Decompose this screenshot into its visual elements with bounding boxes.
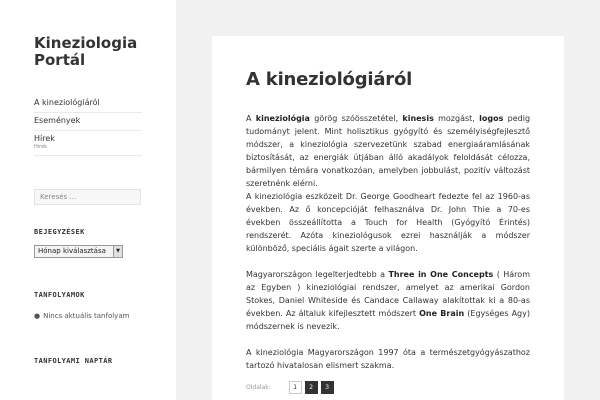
course-list-item bbox=[34, 312, 142, 321]
paragraph-history: A kineziológia eszközeit Dr. George Goodheart fedezte fel az 1960-as években. Az ő koncepcióját felhasználva Dr. John Thie a 70-es években összeállította a Touch for Health (Gyógyító Érintés) rendszerét. Azóta kineziológusok ezrei használják a módszer különböző, speciális ágait szerte a világon. bbox=[246, 192, 530, 253]
pagination-label: Oldalak: bbox=[246, 384, 271, 391]
page-title: A kineziológiáról bbox=[246, 69, 413, 90]
nav-item-hirek[interactable] bbox=[34, 130, 142, 155]
site-title[interactable]: Kineziologia Portál bbox=[34, 34, 138, 69]
bullet-icon: ● bbox=[34, 312, 41, 320]
calendar-widget-title: TANFOLYAMI NAPTÁR bbox=[34, 357, 113, 365]
nav-item-esemenyek[interactable]: Események bbox=[34, 112, 142, 130]
courses-widget-title: TANFOLYAMOK bbox=[34, 291, 85, 299]
nav-item-kineziologiarol[interactable]: A kineziológiáról bbox=[34, 98, 100, 107]
page-pagination bbox=[246, 381, 530, 394]
archive-select[interactable] bbox=[34, 245, 123, 258]
paragraph-hungary: Magyarországon legelterjedtebb a Three in One Concepts ( Három az Egyben ) kineziológiai rendszer, amelyet az amerikai Gordon Stokes, Daniel Whiteside és Candace Callaway alakítottak ki a 80-as években. Az általuk kifejlesztett módszert One Brain (Egységes Agy) módszernek is nevezik. bbox=[246, 270, 530, 331]
course-item-text: Nincs aktuális tanfolyam bbox=[43, 312, 130, 320]
paragraph-recognition: A kineziológia Magyarországon 1997 óta a természetgyógyászathoz tartozó hivatalosan elismert szakma. bbox=[246, 348, 530, 370]
sidebar bbox=[0, 0, 176, 400]
article-card bbox=[212, 36, 564, 400]
page-link-1[interactable]: 1 bbox=[289, 381, 302, 394]
page-link-2[interactable]: 2 bbox=[305, 381, 318, 394]
search-input[interactable]: Keresés … bbox=[34, 189, 141, 205]
chevron-down-icon[interactable]: ▼ bbox=[113, 246, 122, 257]
page-link-3[interactable]: 3 bbox=[321, 381, 334, 394]
paragraph-intro: A kineziológia görög szóösszetétel, kinesis mozgást, logos pedig tudományt jelent. Mint holisztikus gyógyító és személyiségfejlesztő módszer, a kineziológia szervezetünk szabad energiaáramlásának biztosítását, az energiák útjában álló akadályok feloldását célozza, bármilyen témára vonatkozóan, amelyben jobbulást, pozitív változást szeretnénk elérni. bbox=[246, 114, 531, 188]
nav-divider bbox=[34, 155, 142, 156]
article-body bbox=[246, 112, 530, 372]
archive-select-value: Hónap kiválasztása bbox=[38, 247, 106, 255]
nav-item-hirek-label: Hírek bbox=[34, 134, 55, 143]
main-nav bbox=[34, 95, 142, 156]
nav-item-hirek-sub[interactable]: Hírek bbox=[34, 144, 48, 150]
archive-widget-title: BEJEGYZÉSEK bbox=[34, 228, 85, 236]
